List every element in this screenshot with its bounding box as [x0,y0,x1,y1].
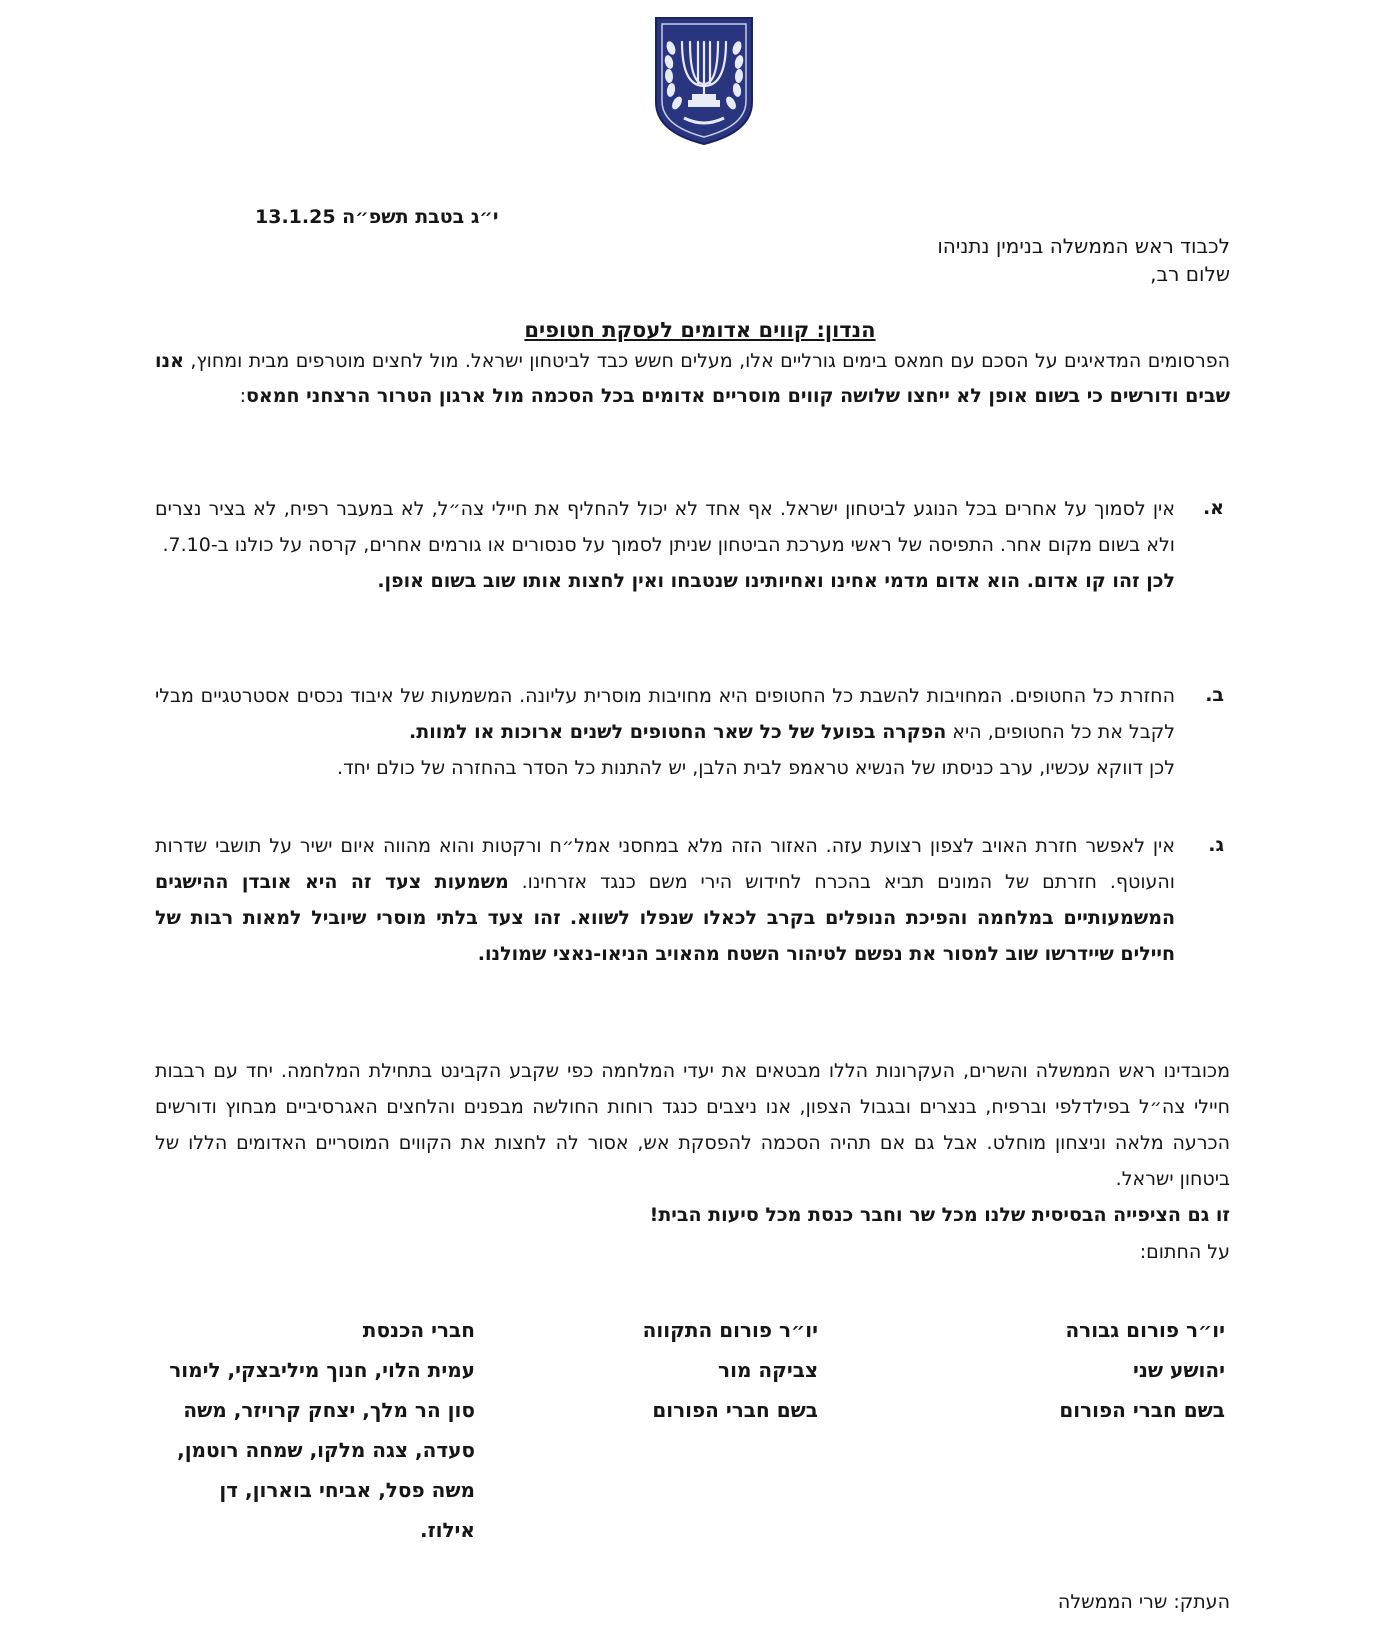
addressee-line: לכבוד ראש הממשלה בנימין נתניהו [937,234,1230,258]
intro-paragraph [155,344,1230,414]
mk-names-line: משה פסל, אביחי בוארון, דן [219,1478,475,1502]
clause-a-text: אין לסמוך על אחרים בכל הנוגע לביטחון ישראל. אף אחד לא יכול להחליף את חיילי צה״ל, לא במעבר רפיח, לא בציר נצרים ולא בשום מקום אחר. התפיסה של ראשי מערכת הביטחון שניתן לסמוך על סנסורים או גורמים אחרים, קרסה על כולנו ב-7.10. [155,498,1175,556]
mk-names-line: אילוז. [419,1518,475,1542]
signature-name: יהושע שני [1132,1358,1225,1382]
clause-c-bold-1: משמעות צעד זה היא אובדן ההישגים המשמעותיים במלחמה והפיכת הנופלים בקרב לכאלו שנפלו לשווא. [155,871,1175,929]
mk-names-line: סון הר מלך, יצחק קרויזר, משה [183,1398,475,1422]
clause-b-text-2: לכן דווקא עכשיו, ערב כניסתו של הנשיא טראמפ לבית הלבן, יש להתנות כל הסדר בהחזרה של כולם יחד. [337,757,1175,779]
subject-line: הנדון: קווים אדומים לעסקת חטופים [524,318,876,342]
clause-b-body [155,678,1175,786]
cc-line: העתק: שרי הממשלה [1057,1591,1230,1613]
signed-label: על החתום: [1139,1241,1230,1263]
state-of-israel-emblem-icon [652,14,756,146]
signature-block-tikva [598,1310,818,1430]
clause-a [155,491,1230,599]
clause-c-body [155,828,1175,972]
signature-note: בשם חברי הפורום [1059,1398,1225,1422]
clause-b-text: החזרת כל החטופים. המחויבות להשבת כל החטופים היא מחויבות מוסרית עליונה. המשמעות של איבוד נכסים אסטרטגיים מבלי לקבל את כל החטופים, היא [155,685,1175,743]
clause-a-bold: לכן זהו קו אדום. הוא אדום מדמי אחינו ואחיותינו שנטבחו ואין לחצות אותו שוב בשום אופן. [377,570,1175,592]
closing-bold: זו גם הציפייה הבסיסית שלנו מכל שר וחבר כנסת מכל סיעות הבית! [649,1204,1230,1226]
signature-note: בשם חברי הפורום [652,1398,818,1422]
mk-names-line: סעדה, צגה מלקו, שמחה רוטמן, [177,1438,475,1462]
clause-b [155,678,1230,786]
signature-title: יו״ר פורום גבורה [1065,1318,1225,1342]
closing-paragraph [155,1053,1230,1233]
greeting-line: שלום רב, [1150,262,1230,286]
clause-b-bold: הפקרה בפועל של כל שאר החטופים לשנים ארוכות או למוות. [409,721,947,743]
clause-c-text: אין לאפשר חזרת האויב לצפון רצועת עזה. האזור הזה מלא במחסני אמל״ח ורקטות והוא מהווה איום ישיר על תושבי שדרות והעוטף. חזרתם של המונים תביא בהכרח לחידוש הירי משם כנגד אזרחינו. [155,835,1175,893]
clause-c [155,828,1230,972]
signature-block-gvura [1005,1310,1225,1430]
clause-marker: א. [1202,497,1224,519]
closing-text: מכובדינו ראש הממשלה והשרים, העקרונות הללו מבטאים את יעדי המלחמה כפי שקבע הקבינט בתחילת המלחמה. יחד עם רבבות חיילי צה״ל בפילדלפי וברפיח, בנצרים ובגבול הצפון, אנו ניצבים כנגד רוחות החולשה מבפנים והלחצים האגרסיביים מבחוץ ודורשים הכרעה מלאה וניצחון מוחלט. אבל גם אם תהיה הסכמה להפסקת אש, אסור לה לחצות את הקווים המוסריים האדומים הללו של ביטחון ישראל. [155,1060,1230,1190]
addressee-block [937,232,1230,288]
signature-title: חברי הכנסת [362,1318,475,1342]
intro-end: : [239,385,246,407]
intro-demand-bold: אנו שבים ודורשים כי בשום אופן לא ייחצו שלושה קווים מוסריים אדומים בכל הסכמה מול ארגון הטרור הרצחני חמאס [155,350,1230,407]
clause-marker: ב. [1205,684,1224,706]
intro-text: הפרסומים המדאיגים על הסכם עם חמאס בימים גורליים אלו, מעלים חשש כבד לביטחון ישראל. מול לחצים מוטרפים מבית ומחוץ, [183,350,1230,372]
signature-title: יו״ר פורום התקווה [642,1318,818,1342]
letter-date: י״ג בטבת תשפ״ה 13.1.25 [255,206,499,228]
signature-block-mks [140,1310,475,1550]
clause-c-bold-2: זהו צעד בלתי מוסרי שיוביל למאות רבות של חיילים שיידרשו שוב למסור את נפשם לטיהור השטח מהאויב הניאו-נאצי שמולנו. [155,907,1175,965]
mk-names-line: עמית הלוי, חנוך מיליבצקי, לימור [169,1358,475,1382]
signature-name: צביקה מור [718,1358,818,1382]
clause-marker: ג. [1208,834,1224,856]
clause-a-body [155,491,1175,599]
